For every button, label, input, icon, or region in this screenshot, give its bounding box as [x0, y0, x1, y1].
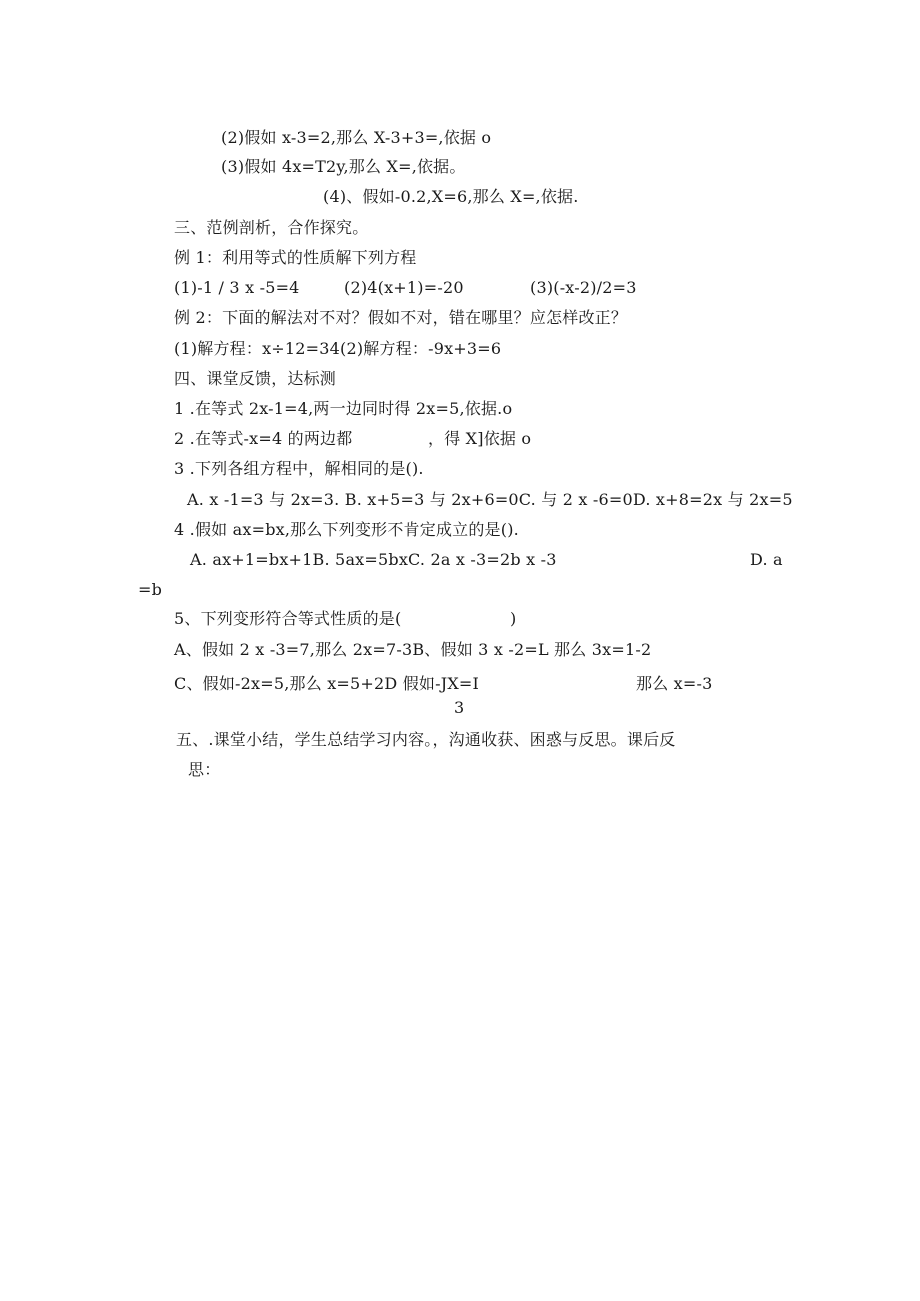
- question-item: 4 .假如 ax=bx,那么下列变形不肯定成立的是().: [174, 520, 519, 539]
- question-item: 3 .下列各组方程中，解相同的是().: [174, 459, 424, 478]
- equation-item: (1)-1 / 3 x -5=4: [174, 278, 300, 297]
- fraction-denominator: 3: [454, 698, 465, 717]
- example-heading: 例 2：下面的解法对不对？假如不对，错在哪里？应怎样改正？: [174, 308, 628, 327]
- question-item-continuation: ，得 X]依据 o: [428, 429, 532, 448]
- example-heading: 例 1：利用等式的性质解下列方程: [174, 248, 417, 267]
- question-bracket-close: ): [510, 609, 517, 628]
- equation-item: (2)4(x+1)=-20: [344, 278, 464, 297]
- section-heading: 三、范例剖析，合作探究。: [174, 218, 369, 237]
- answer-options: C、假如-2x=5,那么 x=5+2D 假如-JX=I: [174, 674, 480, 693]
- question-item: 1 .在等式 2x-1=4,两一边同时得 2x=5,依据.o: [174, 399, 513, 418]
- text-line: (2)假如 x-3=2,那么 X-3+3=,依据 o: [221, 128, 492, 147]
- text-line: (4)、假如-0.2,X=6,那么 X=,依据.: [323, 187, 579, 206]
- answer-option-continuation: 那么 x=-3: [636, 674, 713, 693]
- text-line: (3)假如 4x=T2y,那么 X=,依据。: [221, 157, 466, 176]
- question-item: 5、下列变形符合等式性质的是(: [174, 609, 402, 628]
- answer-option-d: D. a: [750, 550, 783, 569]
- answer-options: A. x -1=3 与 2x=3. B. x+5=3 与 2x+6=0C. 与 2 x -6=0D. x+8=2x 与 2x=5: [187, 490, 793, 509]
- section-heading: 四、课堂反馈，达标测: [174, 369, 337, 388]
- text-line: 思：: [188, 760, 221, 779]
- text-line: (1)解方程：x÷12=34(2)解方程：-9x+3=6: [174, 339, 502, 358]
- section-heading: 五、.课堂小结，学生总结学习内容。，沟通收获、困惑与反思。课后反: [176, 730, 676, 749]
- question-item: 2 .在等式-x=4 的两边都: [174, 429, 353, 448]
- answer-options: A. ax+1=bx+1B. 5ax=5bxC. 2a x -3=2b x -3: [190, 550, 557, 569]
- answer-option-continuation: =b: [138, 580, 163, 599]
- equation-item: (3)(-x-2)/2=3: [530, 278, 637, 297]
- answer-options: A、假如 2 x -3=7,那么 2x=7-3B、假如 3 x -2=L 那么 3x=1-2: [174, 640, 652, 659]
